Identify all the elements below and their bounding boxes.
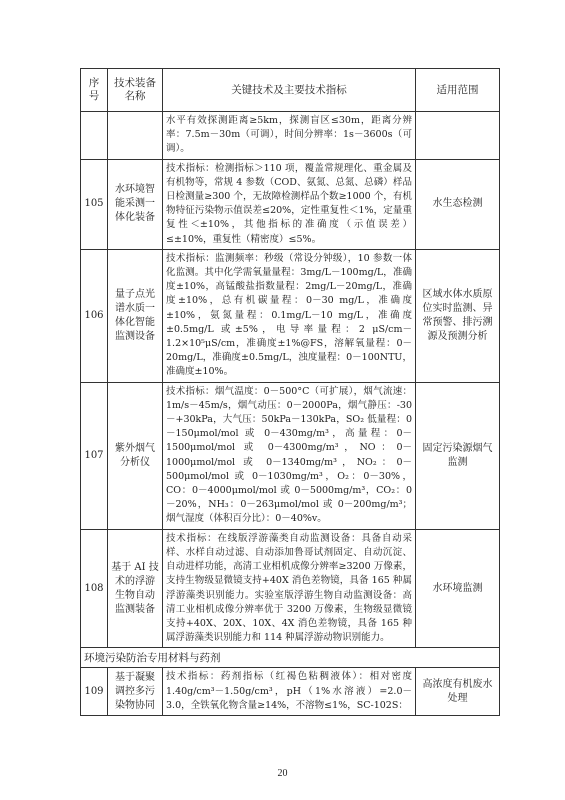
page-number: 20 <box>277 768 288 779</box>
row-scope <box>416 112 500 160</box>
header-name: 技术装备名称 <box>108 69 163 112</box>
row-num: 105 <box>81 159 108 249</box>
row-scope: 高浓度有机废水处理 <box>416 668 500 716</box>
header-scope: 适用范围 <box>416 69 500 112</box>
table-header-row <box>81 69 500 112</box>
row-spec: 技术指标：检测指标＞110 项，覆盖常规理化、重金属及有机物等，常规 4 参数（COD、氨氮、总氮、总磷）样品日检测量≥300 个，无故障检测样品个数≥1000 个，有机物特征污染物示值误差≤20%，定性重复性＜1%，定量重复性＜±10%，其他指标的准确度（示值误差）≤±10%，重复性（精密度）≤5%。 <box>163 159 416 249</box>
section-title: 环境污染防治专用材料与药剂 <box>81 648 500 668</box>
row-num <box>81 112 108 160</box>
row-spec: 水平有效探测距离≥5km，探测盲区≤30m，距离分辨率：7.5m－30m（可调），时间分辨率：1s－3600s（可调）。 <box>163 112 416 160</box>
row-name <box>108 112 163 160</box>
table-row <box>81 159 500 249</box>
row-name: 水环境智能采测一体化装备 <box>108 159 163 249</box>
row-num: 109 <box>81 668 108 716</box>
row-num: 106 <box>81 249 108 382</box>
table-row <box>81 382 500 529</box>
row-name: 基于凝聚调控多污染物协同 <box>108 668 163 716</box>
table-row <box>81 112 500 160</box>
row-spec: 技术指标：烟气温度：0－500°C（可扩展），烟气流速：1m/s－45m/s，烟气动压：0－2000Pa，烟气静压：-30－+30kPa，大气压：50kPa－130kPa，SO₂ 低量程：0－150μmol/mol 或 0－430mg/m³，高量程：0－1500μmol/mol 或 0－4300mg/m³，NO：0－1000μmol/mol 或 0－1340mg/m³，NO₂：0－500μmol/mol 或 0－1030mg/m³，O₂：0－30%，CO：0－4000μmol/mol 或 0－5000mg/m³，CO₂：0－20%，NH₃：0－263μmol/mol 或 0－200mg/m³；烟气湿度（体积百分比）：0－40%v。 <box>163 382 416 529</box>
row-spec: 技术指标：在线版浮游藻类自动监测设备：具备自动采样、水样自动过滤、自动添加鲁哥试剂固定、自动沉淀、自动进样功能，高清工业相机成像分辨率≥3200 万像素，支持生物级显微镜支持+40X 消色差物镜，具备 165 种属浮游藻类识别能力。实验室版浮游生物自动监测设备：高清工业相机成像分辨率优于 3200 万像素，生物级显微镜支持+40X、20X、10X、4X 消色差物镜，具备 165 种属浮游藻类识别能力和 114 种属浮游动物识别能力。 <box>163 529 416 648</box>
row-spec: 技术指标：监测频率：秒级（常设分钟级），10 参数一体化监测。其中化学需氧量量程：3mg/L－100mg/L，准确度±10%，高锰酸盐指数量程：2mg/L－20mg/L，准确度±10%，总有机碳量程：0－30 mg/L，准确度±10%，氨氮量程：0.1mg/L－10 mg/L，准确度±0.5mg/L 或±5%，电导率量程：2 μS/cm－1.2×10⁵μS/cm，准确度±1%@FS，溶解氧量程：0－20mg/L，准确度±0.5mg/L，浊度量程：0－100NTU，准确度±10%。 <box>163 249 416 382</box>
row-spec: 技术指标：药剂指标（红褐色粘稠液体）：相对密度 1.40g/cm³－1.50g/cm³，pH（1%水溶液）=2.0－3.0，全铁氧化物含量≥14%，不溶物≤1%，SC-102S： <box>163 668 416 716</box>
row-name: 紫外烟气分析仪 <box>108 382 163 529</box>
row-scope: 水环境监测 <box>416 529 500 648</box>
table-row <box>81 249 500 382</box>
row-scope: 固定污染源烟气监测 <box>416 382 500 529</box>
row-name: 基于 AI 技术的浮游生物自动监测装备 <box>108 529 163 648</box>
header-spec: 关键技术及主要技术指标 <box>163 69 416 112</box>
row-scope: 水生态检测 <box>416 159 500 249</box>
header-num: 序号 <box>81 69 108 112</box>
row-num: 107 <box>81 382 108 529</box>
row-name: 量子点光谱水质一体化智能监测设备 <box>108 249 163 382</box>
row-scope: 区域水体水质原位实时监测、异常预警、排污溯源及预测分析 <box>416 249 500 382</box>
equipment-table <box>80 68 500 716</box>
section-row <box>81 648 500 668</box>
table-row <box>81 529 500 648</box>
row-num: 108 <box>81 529 108 648</box>
table-row <box>81 668 500 716</box>
